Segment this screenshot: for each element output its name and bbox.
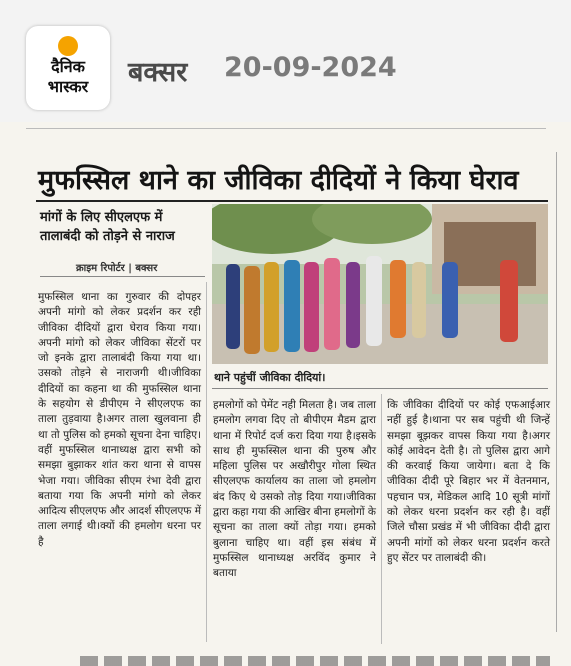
- divider: [26, 128, 546, 129]
- newspaper-clipping: [0, 122, 571, 666]
- adjacent-article-edge: [556, 152, 571, 632]
- article-column-2: [213, 398, 376, 582]
- dainik-bhaskar-logo[interactable]: [26, 26, 110, 110]
- sun-icon: [58, 36, 78, 56]
- column-divider: [381, 394, 382, 644]
- article-subhead: मांगों के लिए सीएलएफ में तालाबंदी को तोड़ने से नाराज: [40, 210, 175, 244]
- divider: [212, 388, 548, 389]
- article-column-1: [38, 290, 201, 550]
- header-bar: [0, 0, 571, 122]
- logo-text-line1: दैनिक: [51, 57, 85, 76]
- column-text: मुफस्सिल थाना का गुरुवार की दोपहर अपनी मांगो को लेकर प्रदर्शन कर रही जीविका दीदियों द्वारा घेराव किया गया।अपनी मांगो को लेकर जीविका सेंटरों पर जो इनके द्वारा तालाबंदी किया गया था।उसको तोड़ने से नाराजगी थी।जीविका दीदियों का कहना था की मुफस्सिल थाना के सहयोग से डीपीएम ने सीएलएफ का ताला तुड़वाया है।अगर ताला खुलवाना ही था तो पुलिस को हमको सूचना देना चाहिए।वहीं मुफस्सिल थानाध्यक्ष द्वारा सभी को समझा बुझाकर शांत करा थाना से वापस भेजा गया। जीविका सीएम रंभा देवी द्वारा बताया गया कि अपनी मांगो को लेकर आदित्य सीएलएफ और आदर्श सीएलएफ में ताला लगाई थी।क्यों की हमलोग धरना पर है: [38, 291, 201, 548]
- article-byline: क्राइम रिपोर्टर | बक्सर: [76, 263, 158, 274]
- cut-off-next-headline: [80, 656, 550, 666]
- article-headline: मुफस्सिल थाने का जीविका दीदियों ने किया घेराव: [38, 165, 519, 196]
- divider: [40, 276, 205, 277]
- article-column-3: [387, 398, 550, 566]
- edition-name: बक्सर: [128, 57, 188, 88]
- photo-caption: थाने पहुंचीं जीविका दीदियां।: [214, 371, 326, 384]
- headline-rule: [36, 200, 548, 202]
- edition-date: 20-09-2024: [224, 52, 397, 83]
- column-divider: [206, 282, 207, 642]
- column-text: कि जीविका दीदियों पर कोई एफआईआर नहीं हुई है।थाना पर सब पहुंची थी जिन्हें समझा बूझकर वापस किया गया है।अगर कोई आवेदन देती है। तो पुलिस द्वारा आगे की करवाई किया जायेगा। बता दे कि जीविका दीदी पूरे बिहार भर में वेतनमान, पहचान पत्र, मेडिकल आदि 10 सूत्री मांगों को लेकर धरना प्रदर्शन कर रही है। वहीं जिले चौसा प्रखंड में भी जीविका दीदी द्वारा अपनी मांगों को लेकर धरना प्रदर्शन करते हुए सेंटर पर तालाबंदी की।: [387, 399, 550, 564]
- column-text: हमलोगों को पेमेंट नही मिलता है। जब ताला हमलोग लगवा दिए तो बीपीएम मैडम द्वारा थाना में रिपोर्ट दर्ज करा दिया गया है।इसके साथ ही मुफस्सिल थाना की पुरुष और महिला पुलिस पर अखौरीपुर गोला स्थित सीएलएफ कार्यालय का ताला जो हमलोग बंद किए थे उसको तोड़ दिया गया।जीविका द्वारा कहा गया की आखिर बीना हमलोगों के सूचना का ताला क्यों तोड़ा गया। हमको बुलाना चाहिए था। वहीं इस संबंध में मुफस्सिल थानाध्यक्ष अरविंद कुमार ने बताया: [213, 399, 376, 580]
- logo-text-line2: भास्कर: [47, 77, 89, 96]
- article-photo: [212, 204, 548, 364]
